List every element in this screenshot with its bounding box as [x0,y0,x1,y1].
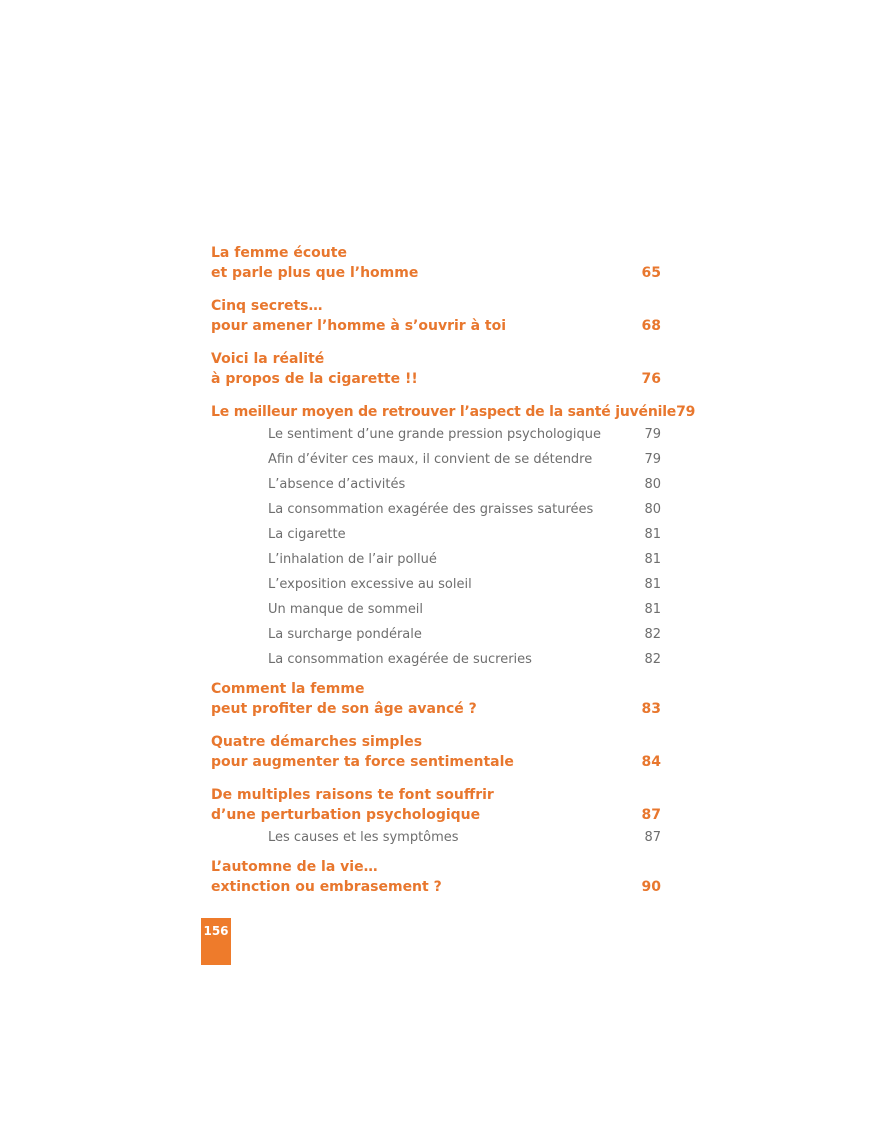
entry-title-line-1: Le meilleur moyen de retrouver l’aspect de la santé juvénile [211,404,677,420]
toc-subentry [211,447,661,472]
entry-page-number: 87 [641,807,661,823]
subentry-title: L’exposition excessive au soleil [268,577,472,592]
toc-entry [211,402,696,422]
entry-title-line-1: La femme écoute [211,245,347,261]
subentry-page-number: 82 [644,652,661,667]
entry-page-number: 90 [641,879,661,895]
toc-entry [211,679,661,719]
entry-title-line-2: d’une perturbation psychologique [211,807,481,823]
entry-title-line-1: Cinq secrets… [211,298,323,314]
subentry-page-number: 81 [644,527,661,542]
entry-page-number: 76 [641,371,661,387]
subentry-page-number: 79 [644,452,661,467]
subentry-title: L’absence d’activités [268,477,406,492]
toc-subentry [211,522,661,547]
toc-entry [211,785,661,825]
folio-page-number: 156 [201,918,231,965]
entry-page-number: 68 [641,318,661,334]
toc-subentry [211,422,661,447]
entry-title-line-2: pour augmenter ta force sentimentale [211,754,514,770]
entry-title-line-2: peut profiter de son âge avancé ? [211,701,477,717]
subentry-title: Les causes et les symptômes [268,830,459,845]
subentry-page-number: 80 [644,477,661,492]
entry-title-line-1: Quatre démarches simples [211,734,423,750]
entry-page-number: 65 [641,265,661,281]
subentry-title: Le sentiment d’une grande pression psychologique [268,427,601,442]
table-of-contents [211,243,696,910]
subentry-page-number: 80 [644,502,661,517]
subentry-page-number: 81 [644,577,661,592]
toc-subentry [211,497,661,522]
subentry-page-number: 87 [644,830,661,845]
subentry-page-number: 81 [644,602,661,617]
toc-subentry [211,472,661,497]
entry-page-number: 84 [641,754,661,770]
subentry-title: Un manque de sommeil [268,602,424,617]
entry-title-line-2: pour amener l’homme à s’ouvrir à toi [211,318,506,334]
entry-page-number: 83 [641,701,661,717]
subentry-title: La surcharge pondérale [268,627,422,642]
entry-title-line-2: à propos de la cigarette !! [211,371,418,387]
toc-entry [211,243,661,283]
subentry-list [211,825,661,850]
entry-title-line-2: extinction ou embrasement ? [211,879,442,895]
toc-entry [211,857,661,897]
subentry-title: L’inhalation de l’air pollué [268,552,437,567]
toc-subentry [211,825,661,850]
toc-subentry [211,572,661,597]
toc-entry [211,732,661,772]
subentry-title: Afin d’éviter ces maux, il convient de se détendre [268,452,593,467]
entry-title-line-1: Voici la réalité [211,351,325,367]
subentry-title: La consommation exagérée de sucreries [268,652,532,667]
entry-title-line-1: De multiples raisons te font souffrir [211,787,494,803]
subentry-title: La consommation exagérée des graisses saturées [268,502,594,517]
entry-title-line-1: Comment la femme [211,681,365,697]
toc-entry [211,296,661,336]
toc-subentry [211,597,661,622]
toc-subentry [211,547,661,572]
entry-page-number: 79 [676,404,696,420]
toc-subentry [211,622,661,647]
subentry-page-number: 79 [644,427,661,442]
toc-subentry [211,647,661,672]
entry-title-line-2: et parle plus que l’homme [211,265,419,281]
entry-title-line-1: L’automne de la vie… [211,859,378,875]
subentry-title: La cigarette [268,527,346,542]
toc-entry [211,349,661,389]
subentry-page-number: 81 [644,552,661,567]
subentry-page-number: 82 [644,627,661,642]
subentry-list [211,422,661,672]
